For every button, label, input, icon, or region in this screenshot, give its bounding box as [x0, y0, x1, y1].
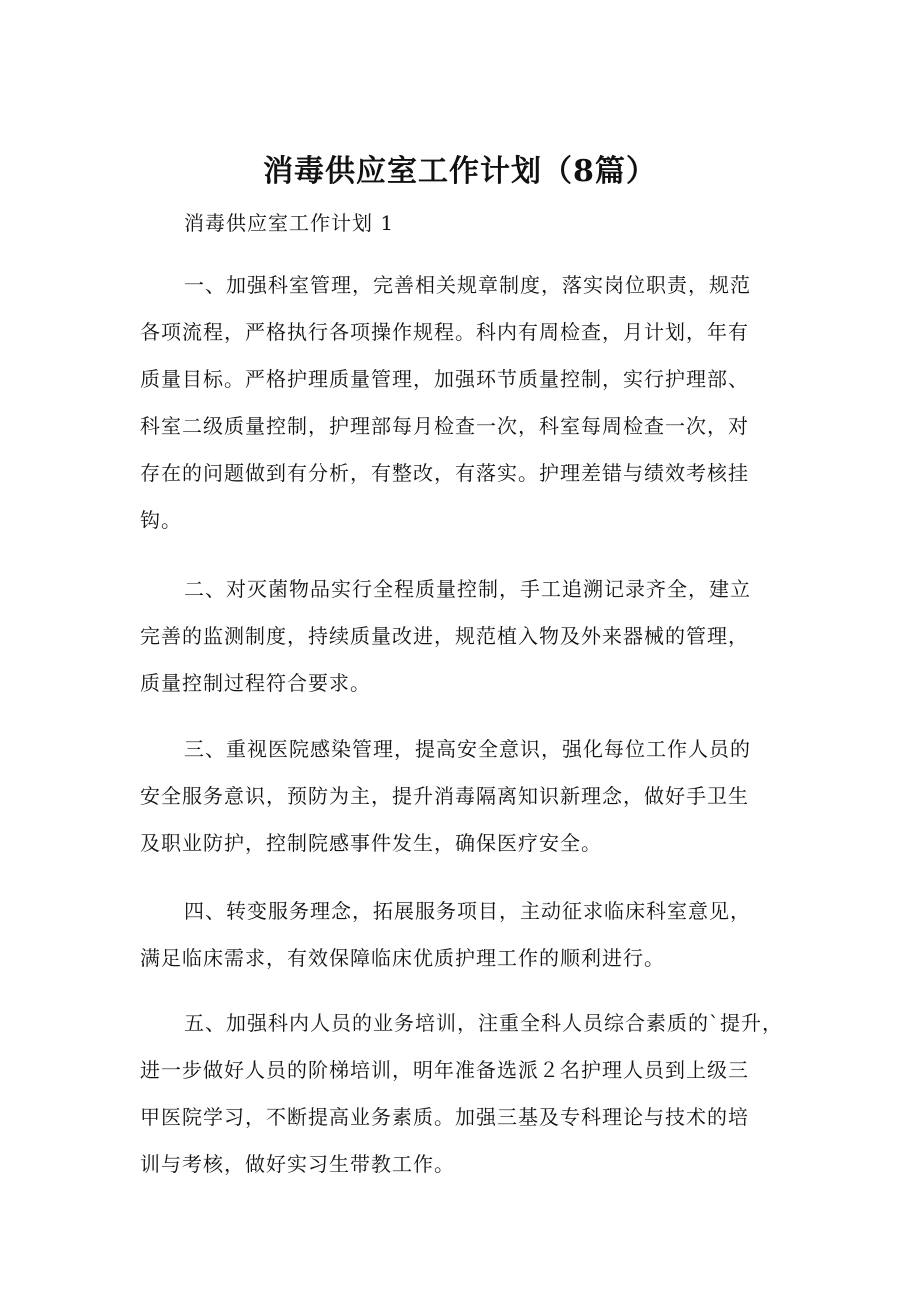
paragraph-line: 进一步做好人员的阶梯培训，明年准备选派２名护理人员到上级三	[140, 1058, 749, 1082]
paragraph-line: 一、加强科室管理，完善相关规章制度，落实岗位职责，规范	[184, 273, 751, 297]
paragraph-line: 四、转变服务理念，拓展服务项目，主动征求临床科室意见，	[184, 899, 751, 923]
paragraph-line: 安全服务意识，预防为主，提升消毒隔离知识新理念，做好手卫生	[140, 784, 749, 808]
paragraph-4	[140, 888, 780, 982]
paragraph-line: 完善的监测制度，持续质量改进，规范植入物及外来器械的管理，	[140, 624, 749, 648]
paragraph-line: 质量目标。严格护理质量管理，加强环节质量控制，实行护理部、	[140, 367, 749, 391]
paragraph-2	[140, 566, 780, 707]
paragraph-line: 各项流程，严格执行各项操作规程。科内有周检查，月计划，年有	[140, 320, 749, 344]
paragraph-line: 甲医院学习，不断提高业务素质。加强三基及专科理论与技术的培	[140, 1105, 749, 1129]
paragraph-line: 二、对灭菌物品实行全程质量控制，手工追溯记录齐全，建立	[184, 577, 751, 601]
paragraph-line: 五、加强科内人员的业务培训，注重全科人员综合素质的`提升，	[184, 1011, 783, 1035]
document-title: 消毒供应室工作计划（8篇）	[263, 154, 657, 189]
paragraph-line: 及职业防护，控制院感事件发生，确保医疗安全。	[140, 831, 602, 855]
paragraph-5	[140, 1000, 783, 1188]
paragraph-3	[140, 726, 780, 867]
paragraph-line: 质量控制过程符合要求。	[140, 671, 371, 695]
paragraph-line: 科室二级质量控制，护理部每月检查一次，科室每周检查一次，对	[140, 414, 749, 438]
paragraph-line: 三、重视医院感染管理，提高安全意识，强化每位工作人员的	[184, 737, 751, 761]
document-subtitle: 消毒供应室工作计划 1	[184, 211, 395, 235]
paragraph-line: 存在的问题做到有分析，有整改，有落实。护理差错与绩效考核挂	[140, 461, 749, 485]
paragraph-line: 训与考核，做好实习生带教工作。	[140, 1152, 455, 1176]
paragraph-line: 钩。	[140, 508, 182, 532]
paragraph-1	[140, 262, 780, 544]
paragraph-line: 满足临床需求，有效保障临床优质护理工作的顺利进行。	[140, 946, 665, 970]
